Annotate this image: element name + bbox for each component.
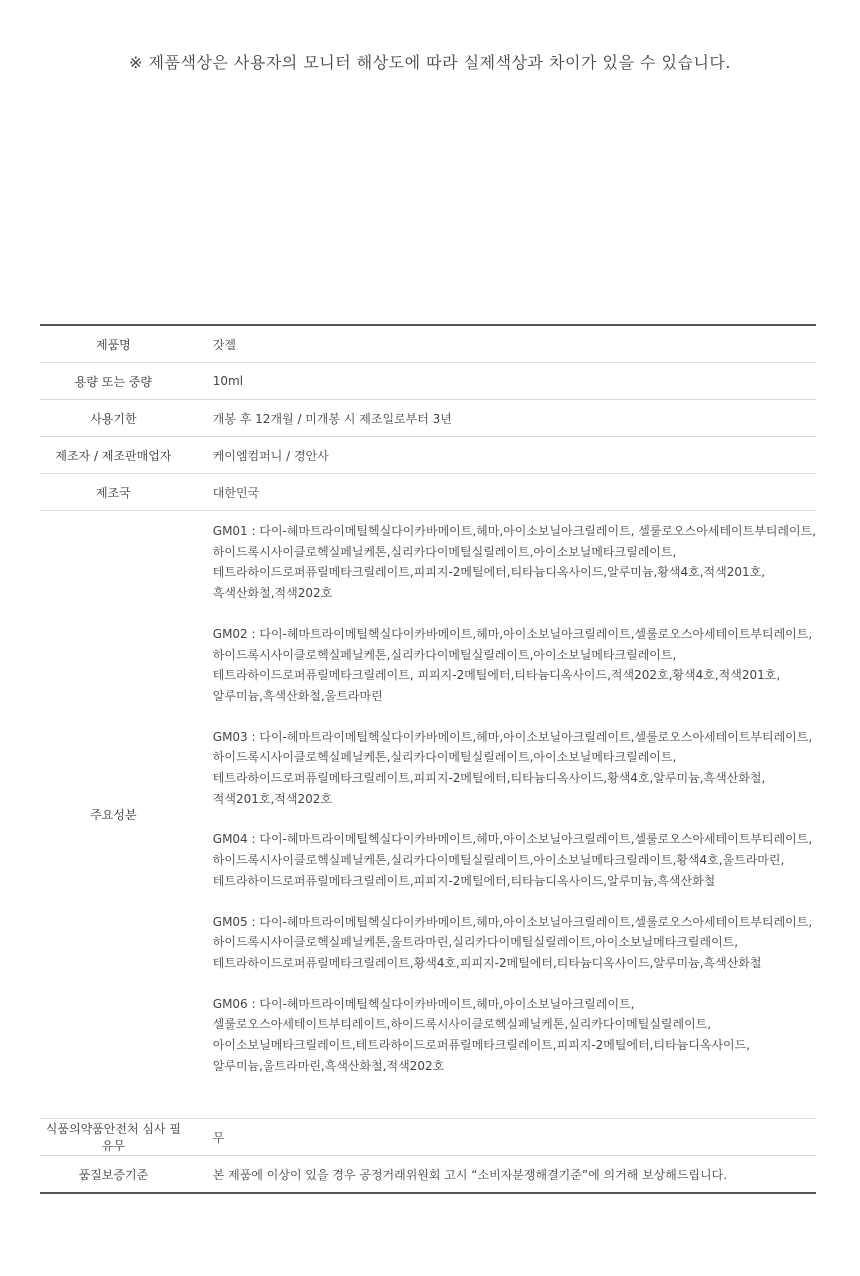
ingredient-line: GM02 : 다이-헤마트라이메틸헥실다이카바메이트,헤마,아이소보닐아크릴레이트,셀룰로오스아세테이트부티레이트, (212, 626, 813, 641)
ingredient-line: 셀룰로오스아세테이트부티레이트,하이드록시사이클로헥실페닐케톤,실리카다이메틸실릴레이트, (212, 1017, 712, 1032)
ingredients-list (187, 511, 816, 1119)
ingredient-block-gm01 (213, 521, 816, 604)
ingredient-block-gm04 (213, 829, 816, 891)
spec-label: 용량 또는 중량 (40, 363, 187, 400)
ingredient-block-gm03 (213, 727, 816, 810)
ingredient-line: 하이드록시사이클로헥실페닐케톤,실리카다이메틸실릴레이트,아이소보닐메타크릴레이트, (212, 647, 677, 662)
ingredient-line: 하이드록시사이클로헥실페닐케톤,실리카다이메틸실릴레이트,아이소보닐메타크릴레이트, (212, 750, 677, 765)
ingredient-block-gm05 (213, 912, 816, 974)
ingredient-line: 적색201호,적색202호 (212, 791, 332, 806)
ingredient-line: GM05 : 다이-헤마트라이메틸헥실다이카바메이트,헤마,아이소보닐아크릴레이트,셀룰로오스아세테이트부티레이트, (212, 914, 813, 929)
spec-row-expiry (40, 400, 816, 437)
spec-value: 개봉 후 12개월 / 미개봉 시 제조일로부터 3년 (187, 400, 816, 437)
ingredient-line: 알루미늄,울트라마린,흑색산화철,적색202호 (212, 1058, 445, 1073)
spec-value: 본 제품에 이상이 있을 경우 공정거래위원회 고시 “소비자분쟁해결기준”에 의거해 보상해드립니다. (212, 1167, 728, 1182)
spec-value: 10ml (187, 363, 816, 400)
spec-value: 대한민국 (187, 474, 816, 511)
spec-row-manufacturer (40, 437, 816, 474)
spec-label: 식품의약품안전처 심사 필 유무 (40, 1119, 187, 1156)
spec-row-product-name (40, 325, 816, 363)
spec-row-mfds-review (40, 1119, 816, 1156)
spec-label: 제조국 (40, 474, 187, 511)
ingredient-block-gm02 (213, 624, 816, 707)
ingredient-line: GM04 : 다이-헤마트라이메틸헥실다이카바메이트,헤마,아이소보닐아크릴레이트,셀룰로오스아세테이트부티레이트, (212, 832, 813, 847)
spec-row-quality-guarantee (40, 1156, 816, 1194)
spec-row-volume (40, 363, 816, 400)
spec-row-ingredients (40, 511, 816, 1119)
ingredient-line: 흑색산화철,적색202호 (212, 586, 333, 601)
ingredient-line: 테트라하이드로퍼퓨릴메타크릴레이트,피피지-2메틸에터,티타늄디옥사이드,알루미늄,흑색산화철 (212, 873, 716, 888)
spec-label: 제조자 / 제조판매업자 (40, 437, 187, 474)
color-disclaimer-notice: ※ 제품색상은 사용자의 모니터 해상도에 따라 실제색상과 차이가 있을 수 있습니다. (129, 53, 731, 72)
ingredient-line: 하이드록시사이클로헥실페닐케톤,실리카다이메틸실릴레이트,아이소보닐메타크릴레이트, (212, 544, 677, 559)
ingredient-line: 테트라하이드로퍼퓨릴메타크릴레이트, 피피지-2메틸에터,티타늄디옥사이드,적색202호,황색4호,적색201호, (212, 668, 781, 683)
spec-value: 무 (187, 1119, 816, 1156)
ingredient-line: 테트라하이드로퍼퓨릴메타크릴레이트,피피지-2메틸에터,티타늄디옥사이드,황색4호,알루미늄,흑색산화철, (212, 771, 766, 786)
ingredient-line: 하이드록시사이클로헥실페닐케톤,실리카다이메틸실릴레이트,아이소보닐메타크릴레이트,황색4호,울트라마린, (212, 853, 785, 868)
spec-label: 사용기한 (40, 400, 187, 437)
ingredient-block-gm06 (213, 994, 816, 1077)
product-spec-table (40, 324, 816, 1194)
spec-label: 주요성분 (40, 511, 187, 1119)
spec-value: 갓젤 (187, 325, 816, 363)
ingredient-line: 아이소보닐메타크릴레이트,테트라하이드로퍼퓨릴메타크릴레이트,피피지-2메틸에터,티타늄디옥사이드, (212, 1038, 751, 1053)
ingredient-line: GM06 : 다이-헤마트라이메틸헥실다이카바메이트,헤마,아이소보닐아크릴레이트, (212, 996, 635, 1011)
ingredient-line: 테트라하이드로퍼퓨릴메타크릴레이트,피피지-2메틸에터,티타늄디옥사이드,알루미늄,황색4호,적색201호, (212, 565, 766, 580)
ingredient-line: GM03 : 다이-헤마트라이메틸헥실다이카바메이트,헤마,아이소보닐아크릴레이트,셀룰로오스아세테이트부티레이트, (212, 729, 813, 744)
spec-label: 품질보증기준 (78, 1167, 149, 1182)
ingredient-line: 테트라하이드로퍼퓨릴메타크릴레이트,황색4호,피피지-2메틸에터,티타늄디옥사이드,알루미늄,흑색산화철 (212, 955, 762, 970)
spec-row-country (40, 474, 816, 511)
ingredient-line: 하이드록시사이클로헥실페닐케톤,울트라마린,실리카다이메틸실릴레이트,아이소보닐메타크릴레이트, (212, 935, 739, 950)
spec-label: 제품명 (40, 325, 187, 363)
ingredient-line: GM01 : 다이-헤마트라이메틸헥실다이카바메이트,헤마,아이소보닐아크릴레이트, 셀룰로오스아세테이트부티레이트, (212, 524, 816, 538)
ingredient-line: 알루미늄,흑색산화철,울트라마린 (212, 688, 383, 703)
spec-value: 케이엠컴퍼니 / 경안사 (187, 437, 816, 474)
